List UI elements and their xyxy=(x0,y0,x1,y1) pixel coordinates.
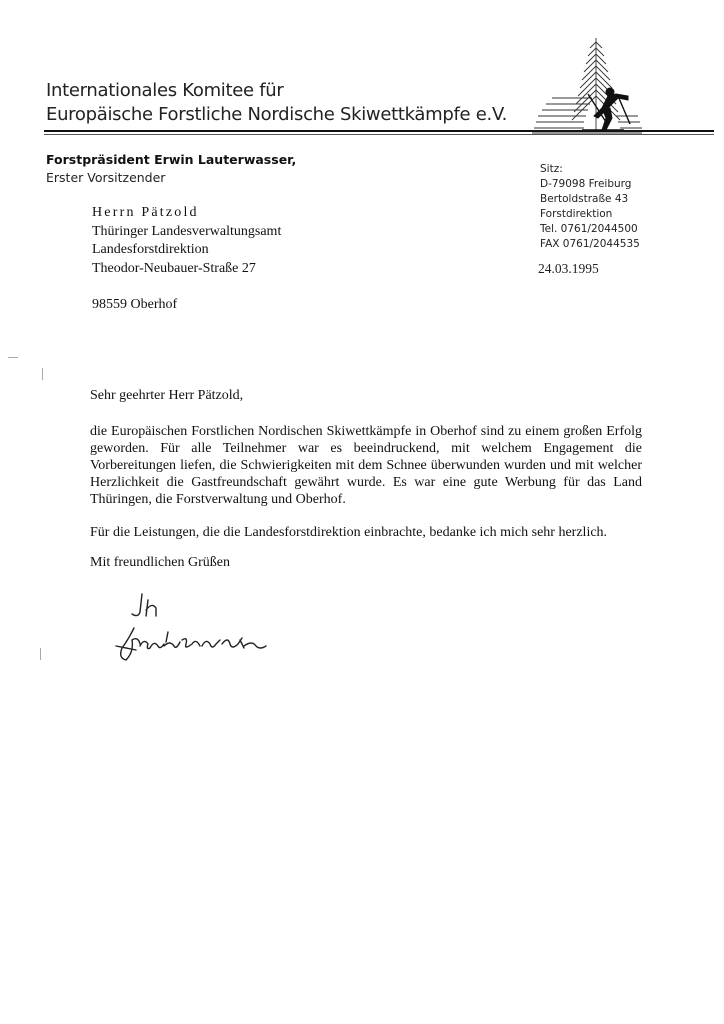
letterhead-rule xyxy=(44,130,714,132)
handwritten-signature xyxy=(104,588,274,664)
seat-street: Bertoldstraße 43 xyxy=(540,193,629,205)
org-name-line-2: Europäische Forstliche Nordische Skiwettkämpfe e.V. xyxy=(46,104,508,125)
org-name-line-1: Internationales Komitee für xyxy=(46,80,284,101)
scan-artifact xyxy=(8,357,18,358)
letter-paragraph-2: Für die Leistungen, die die Landesforstdirektion einbrachte, bedanke ich mich sehr herzlich. xyxy=(90,525,608,540)
seat-label: Sitz: xyxy=(540,163,563,175)
recipient-name: Herrn Pätzold xyxy=(92,205,199,220)
recipient-line-3: Landesforstdirektion xyxy=(92,242,209,257)
seat-fax: FAX 0761/2044535 xyxy=(540,238,640,250)
recipient-line-2: Thüringer Landesverwaltungsamt xyxy=(92,223,282,239)
salutation: Sehr geehrter Herr Pätzold, xyxy=(90,388,244,403)
recipient-city: 98559 Oberhof xyxy=(92,297,178,312)
letter-date: 24.03.1995 xyxy=(538,261,599,276)
seat-tel: Tel. 0761/2044500 xyxy=(540,223,638,235)
seat-city: D-79098 Freiburg xyxy=(540,178,632,190)
closing: Mit freundlichen Grüßen xyxy=(90,555,230,570)
scan-artifact xyxy=(40,648,41,660)
letterhead-rule-thin xyxy=(44,134,714,135)
sender-role: Erster Vorsitzender xyxy=(46,170,166,185)
sender-name: Forstpräsident Erwin Lauterwasser, xyxy=(46,152,297,167)
letter-paragraph-1: die Europäischen Forstlichen Nordischen Skiwettkämpfe in Oberhof sind zu einem großen Erfolg geworden. Für alle Teilnehmer war es beeindruckend, mit welchem Engagement die Vorbereitungen liefen, die Schwierigkeiten mit dem Schnee überwunden wurden und mit welcher Herzlichkeit die Gastfreundschaft gewährt wurde. Es war eine gute Werbung für das Land Thüringen, die Forstverwaltung und Oberhof. xyxy=(90,424,642,507)
recipient-address-block xyxy=(92,204,281,315)
scan-artifact xyxy=(42,368,43,380)
cross-country-skier-tree-logo-icon xyxy=(532,34,644,138)
seat-address-block xyxy=(540,162,640,252)
seat-office: Forstdirektion xyxy=(540,208,613,220)
recipient-street: Theodor-Neubauer-Straße 27 xyxy=(92,260,256,276)
